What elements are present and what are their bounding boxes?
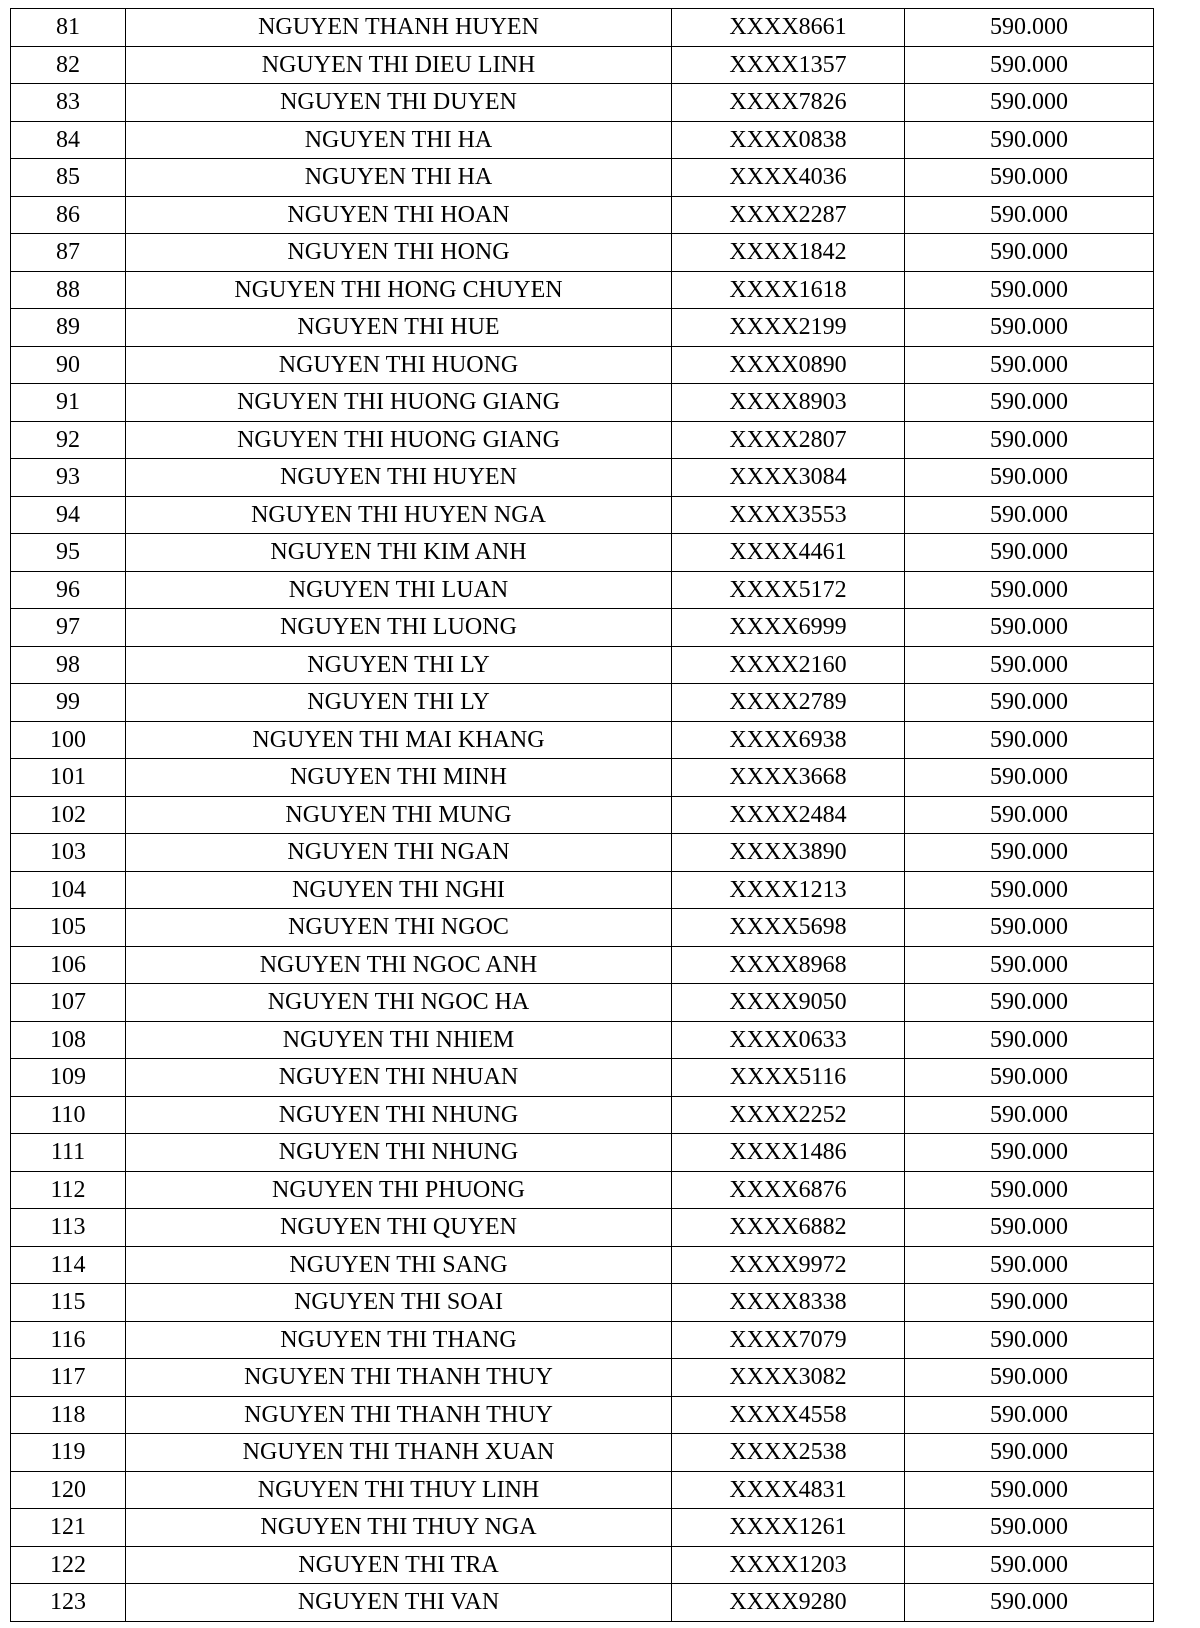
table-row [11, 46, 1154, 84]
amount-cell: 590.000 [905, 421, 1154, 459]
table-row [11, 871, 1154, 909]
amount-cell: 590.000 [905, 646, 1154, 684]
row-number-cell: 118 [11, 1396, 126, 1434]
recipient-name-cell: NGUYEN THI LY [126, 684, 672, 722]
recipient-name-cell: NGUYEN THI NGOC [126, 909, 672, 947]
row-number-cell: 99 [11, 684, 126, 722]
account-number-cell: XXXX7826 [672, 84, 905, 122]
recipient-name-cell: NGUYEN THI PHUONG [126, 1171, 672, 1209]
row-number-cell: 89 [11, 309, 126, 347]
recipient-name-cell: NGUYEN THI VAN [126, 1584, 672, 1622]
amount-cell: 590.000 [905, 984, 1154, 1022]
table-row [11, 946, 1154, 984]
amount-cell: 590.000 [905, 1509, 1154, 1547]
row-number-cell: 93 [11, 459, 126, 497]
account-number-cell: XXXX1618 [672, 271, 905, 309]
account-number-cell: XXXX9280 [672, 1584, 905, 1622]
account-number-cell: XXXX4831 [672, 1471, 905, 1509]
row-number-cell: 83 [11, 84, 126, 122]
amount-cell: 590.000 [905, 946, 1154, 984]
account-number-cell: XXXX0890 [672, 346, 905, 384]
recipient-table [10, 8, 1154, 1622]
row-number-cell: 121 [11, 1509, 126, 1547]
account-number-cell: XXXX8661 [672, 9, 905, 47]
amount-cell: 590.000 [905, 1284, 1154, 1322]
account-number-cell: XXXX1357 [672, 46, 905, 84]
account-number-cell: XXXX6938 [672, 721, 905, 759]
account-number-cell: XXXX9972 [672, 1246, 905, 1284]
amount-cell: 590.000 [905, 1171, 1154, 1209]
row-number-cell: 82 [11, 46, 126, 84]
amount-cell: 590.000 [905, 309, 1154, 347]
account-number-cell: XXXX2287 [672, 196, 905, 234]
account-number-cell: XXXX4461 [672, 534, 905, 572]
recipient-name-cell: NGUYEN THI SOAI [126, 1284, 672, 1322]
amount-cell: 590.000 [905, 1471, 1154, 1509]
row-number-cell: 98 [11, 646, 126, 684]
table-row [11, 196, 1154, 234]
account-number-cell: XXXX6999 [672, 609, 905, 647]
amount-cell: 590.000 [905, 1209, 1154, 1247]
row-number-cell: 96 [11, 571, 126, 609]
table-row [11, 759, 1154, 797]
account-number-cell: XXXX1261 [672, 1509, 905, 1547]
row-number-cell: 110 [11, 1096, 126, 1134]
account-number-cell: XXXX5698 [672, 909, 905, 947]
amount-cell: 590.000 [905, 459, 1154, 497]
recipient-name-cell: NGUYEN THI HOAN [126, 196, 672, 234]
recipient-name-cell: NGUYEN THI LUONG [126, 609, 672, 647]
recipient-name-cell: NGUYEN THI HUONG GIANG [126, 384, 672, 422]
amount-cell: 590.000 [905, 1396, 1154, 1434]
table-row [11, 459, 1154, 497]
table-row [11, 984, 1154, 1022]
table-row [11, 1171, 1154, 1209]
table-row [11, 271, 1154, 309]
account-number-cell: XXXX6876 [672, 1171, 905, 1209]
row-number-cell: 101 [11, 759, 126, 797]
amount-cell: 590.000 [905, 496, 1154, 534]
table-row [11, 121, 1154, 159]
account-number-cell: XXXX1842 [672, 234, 905, 272]
account-number-cell: XXXX0633 [672, 1021, 905, 1059]
table-row [11, 1546, 1154, 1584]
amount-cell: 590.000 [905, 196, 1154, 234]
amount-cell: 590.000 [905, 121, 1154, 159]
row-number-cell: 97 [11, 609, 126, 647]
row-number-cell: 84 [11, 121, 126, 159]
account-number-cell: XXXX2252 [672, 1096, 905, 1134]
account-number-cell: XXXX3084 [672, 459, 905, 497]
table-row [11, 1509, 1154, 1547]
amount-cell: 590.000 [905, 1246, 1154, 1284]
account-number-cell: XXXX3668 [672, 759, 905, 797]
row-number-cell: 92 [11, 421, 126, 459]
amount-cell: 590.000 [905, 796, 1154, 834]
account-number-cell: XXXX9050 [672, 984, 905, 1022]
table-row [11, 496, 1154, 534]
recipient-name-cell: NGUYEN THI MINH [126, 759, 672, 797]
recipient-name-cell: NGUYEN THI HA [126, 121, 672, 159]
table-row [11, 1359, 1154, 1397]
row-number-cell: 104 [11, 871, 126, 909]
recipient-name-cell: NGUYEN THI NGOC ANH [126, 946, 672, 984]
table-row [11, 1284, 1154, 1322]
table-row [11, 796, 1154, 834]
recipient-name-cell: NGUYEN THI NGHI [126, 871, 672, 909]
account-number-cell: XXXX3082 [672, 1359, 905, 1397]
amount-cell: 590.000 [905, 571, 1154, 609]
table-row [11, 1396, 1154, 1434]
row-number-cell: 94 [11, 496, 126, 534]
row-number-cell: 123 [11, 1584, 126, 1622]
row-number-cell: 106 [11, 946, 126, 984]
recipient-name-cell: NGUYEN THI THUY LINH [126, 1471, 672, 1509]
recipient-name-cell: NGUYEN THI THANH XUAN [126, 1434, 672, 1472]
table-row [11, 1471, 1154, 1509]
row-number-cell: 111 [11, 1134, 126, 1172]
table-row [11, 384, 1154, 422]
recipient-name-cell: NGUYEN THI HUYEN [126, 459, 672, 497]
row-number-cell: 119 [11, 1434, 126, 1472]
table-row [11, 1209, 1154, 1247]
recipient-name-cell: NGUYEN THANH HUYEN [126, 9, 672, 47]
amount-cell: 590.000 [905, 159, 1154, 197]
recipient-name-cell: NGUYEN THI HONG [126, 234, 672, 272]
recipient-name-cell: NGUYEN THI HA [126, 159, 672, 197]
table-row [11, 346, 1154, 384]
amount-cell: 590.000 [905, 1059, 1154, 1097]
account-number-cell: XXXX2484 [672, 796, 905, 834]
table-row [11, 1021, 1154, 1059]
table-row [11, 234, 1154, 272]
table-row [11, 309, 1154, 347]
amount-cell: 590.000 [905, 234, 1154, 272]
row-number-cell: 109 [11, 1059, 126, 1097]
recipient-name-cell: NGUYEN THI TRA [126, 1546, 672, 1584]
row-number-cell: 103 [11, 834, 126, 872]
account-number-cell: XXXX3553 [672, 496, 905, 534]
row-number-cell: 90 [11, 346, 126, 384]
amount-cell: 590.000 [905, 1096, 1154, 1134]
row-number-cell: 102 [11, 796, 126, 834]
amount-cell: 590.000 [905, 834, 1154, 872]
row-number-cell: 114 [11, 1246, 126, 1284]
account-number-cell: XXXX5172 [672, 571, 905, 609]
amount-cell: 590.000 [905, 534, 1154, 572]
recipient-name-cell: NGUYEN THI NGAN [126, 834, 672, 872]
row-number-cell: 85 [11, 159, 126, 197]
table-body [11, 9, 1154, 1622]
recipient-name-cell: NGUYEN THI SANG [126, 1246, 672, 1284]
account-number-cell: XXXX1203 [672, 1546, 905, 1584]
table-row [11, 1434, 1154, 1472]
table-row [11, 721, 1154, 759]
table-row [11, 609, 1154, 647]
amount-cell: 590.000 [905, 759, 1154, 797]
row-number-cell: 107 [11, 984, 126, 1022]
amount-cell: 590.000 [905, 384, 1154, 422]
recipient-name-cell: NGUYEN THI DUYEN [126, 84, 672, 122]
recipient-name-cell: NGUYEN THI LY [126, 646, 672, 684]
table-row [11, 421, 1154, 459]
recipient-name-cell: NGUYEN THI NHUNG [126, 1134, 672, 1172]
table-row [11, 1321, 1154, 1359]
row-number-cell: 86 [11, 196, 126, 234]
amount-cell: 590.000 [905, 684, 1154, 722]
account-number-cell: XXXX8968 [672, 946, 905, 984]
table-row [11, 9, 1154, 47]
recipient-name-cell: NGUYEN THI KIM ANH [126, 534, 672, 572]
account-number-cell: XXXX2199 [672, 309, 905, 347]
table-row [11, 1096, 1154, 1134]
recipient-name-cell: NGUYEN THI NHUAN [126, 1059, 672, 1097]
recipient-name-cell: NGUYEN THI MAI KHANG [126, 721, 672, 759]
recipient-name-cell: NGUYEN THI THUY NGA [126, 1509, 672, 1547]
table-row [11, 84, 1154, 122]
amount-cell: 590.000 [905, 1134, 1154, 1172]
document-page [10, 8, 1153, 1622]
row-number-cell: 87 [11, 234, 126, 272]
account-number-cell: XXXX5116 [672, 1059, 905, 1097]
amount-cell: 590.000 [905, 9, 1154, 47]
row-number-cell: 81 [11, 9, 126, 47]
amount-cell: 590.000 [905, 84, 1154, 122]
amount-cell: 590.000 [905, 1321, 1154, 1359]
table-row [11, 571, 1154, 609]
amount-cell: 590.000 [905, 909, 1154, 947]
table-row [11, 1246, 1154, 1284]
row-number-cell: 115 [11, 1284, 126, 1322]
amount-cell: 590.000 [905, 1021, 1154, 1059]
table-row [11, 1059, 1154, 1097]
amount-cell: 590.000 [905, 1359, 1154, 1397]
account-number-cell: XXXX0838 [672, 121, 905, 159]
row-number-cell: 122 [11, 1546, 126, 1584]
amount-cell: 590.000 [905, 721, 1154, 759]
table-row [11, 534, 1154, 572]
row-number-cell: 120 [11, 1471, 126, 1509]
table-row [11, 159, 1154, 197]
account-number-cell: XXXX2789 [672, 684, 905, 722]
amount-cell: 590.000 [905, 1584, 1154, 1622]
account-number-cell: XXXX2807 [672, 421, 905, 459]
recipient-name-cell: NGUYEN THI MUNG [126, 796, 672, 834]
account-number-cell: XXXX4036 [672, 159, 905, 197]
recipient-name-cell: NGUYEN THI THANG [126, 1321, 672, 1359]
account-number-cell: XXXX1213 [672, 871, 905, 909]
table-row [11, 1584, 1154, 1622]
account-number-cell: XXXX6882 [672, 1209, 905, 1247]
recipient-name-cell: NGUYEN THI HUONG GIANG [126, 421, 672, 459]
recipient-name-cell: NGUYEN THI NHUNG [126, 1096, 672, 1134]
account-number-cell: XXXX3890 [672, 834, 905, 872]
account-number-cell: XXXX1486 [672, 1134, 905, 1172]
row-number-cell: 116 [11, 1321, 126, 1359]
recipient-name-cell: NGUYEN THI NGOC HA [126, 984, 672, 1022]
amount-cell: 590.000 [905, 1434, 1154, 1472]
recipient-name-cell: NGUYEN THI LUAN [126, 571, 672, 609]
row-number-cell: 100 [11, 721, 126, 759]
row-number-cell: 112 [11, 1171, 126, 1209]
amount-cell: 590.000 [905, 609, 1154, 647]
recipient-name-cell: NGUYEN THI THANH THUY [126, 1396, 672, 1434]
amount-cell: 590.000 [905, 271, 1154, 309]
recipient-name-cell: NGUYEN THI HONG CHUYEN [126, 271, 672, 309]
account-number-cell: XXXX2538 [672, 1434, 905, 1472]
table-row [11, 684, 1154, 722]
row-number-cell: 88 [11, 271, 126, 309]
recipient-name-cell: NGUYEN THI HUONG [126, 346, 672, 384]
row-number-cell: 113 [11, 1209, 126, 1247]
recipient-name-cell: NGUYEN THI NHIEM [126, 1021, 672, 1059]
amount-cell: 590.000 [905, 346, 1154, 384]
row-number-cell: 117 [11, 1359, 126, 1397]
recipient-name-cell: NGUYEN THI QUYEN [126, 1209, 672, 1247]
table-row [11, 646, 1154, 684]
account-number-cell: XXXX2160 [672, 646, 905, 684]
row-number-cell: 105 [11, 909, 126, 947]
row-number-cell: 108 [11, 1021, 126, 1059]
table-row [11, 834, 1154, 872]
table-row [11, 1134, 1154, 1172]
recipient-name-cell: NGUYEN THI THANH THUY [126, 1359, 672, 1397]
amount-cell: 590.000 [905, 1546, 1154, 1584]
recipient-name-cell: NGUYEN THI HUE [126, 309, 672, 347]
table-row [11, 909, 1154, 947]
recipient-name-cell: NGUYEN THI DIEU LINH [126, 46, 672, 84]
account-number-cell: XXXX7079 [672, 1321, 905, 1359]
amount-cell: 590.000 [905, 46, 1154, 84]
account-number-cell: XXXX4558 [672, 1396, 905, 1434]
amount-cell: 590.000 [905, 871, 1154, 909]
account-number-cell: XXXX8903 [672, 384, 905, 422]
recipient-name-cell: NGUYEN THI HUYEN NGA [126, 496, 672, 534]
row-number-cell: 95 [11, 534, 126, 572]
account-number-cell: XXXX8338 [672, 1284, 905, 1322]
row-number-cell: 91 [11, 384, 126, 422]
